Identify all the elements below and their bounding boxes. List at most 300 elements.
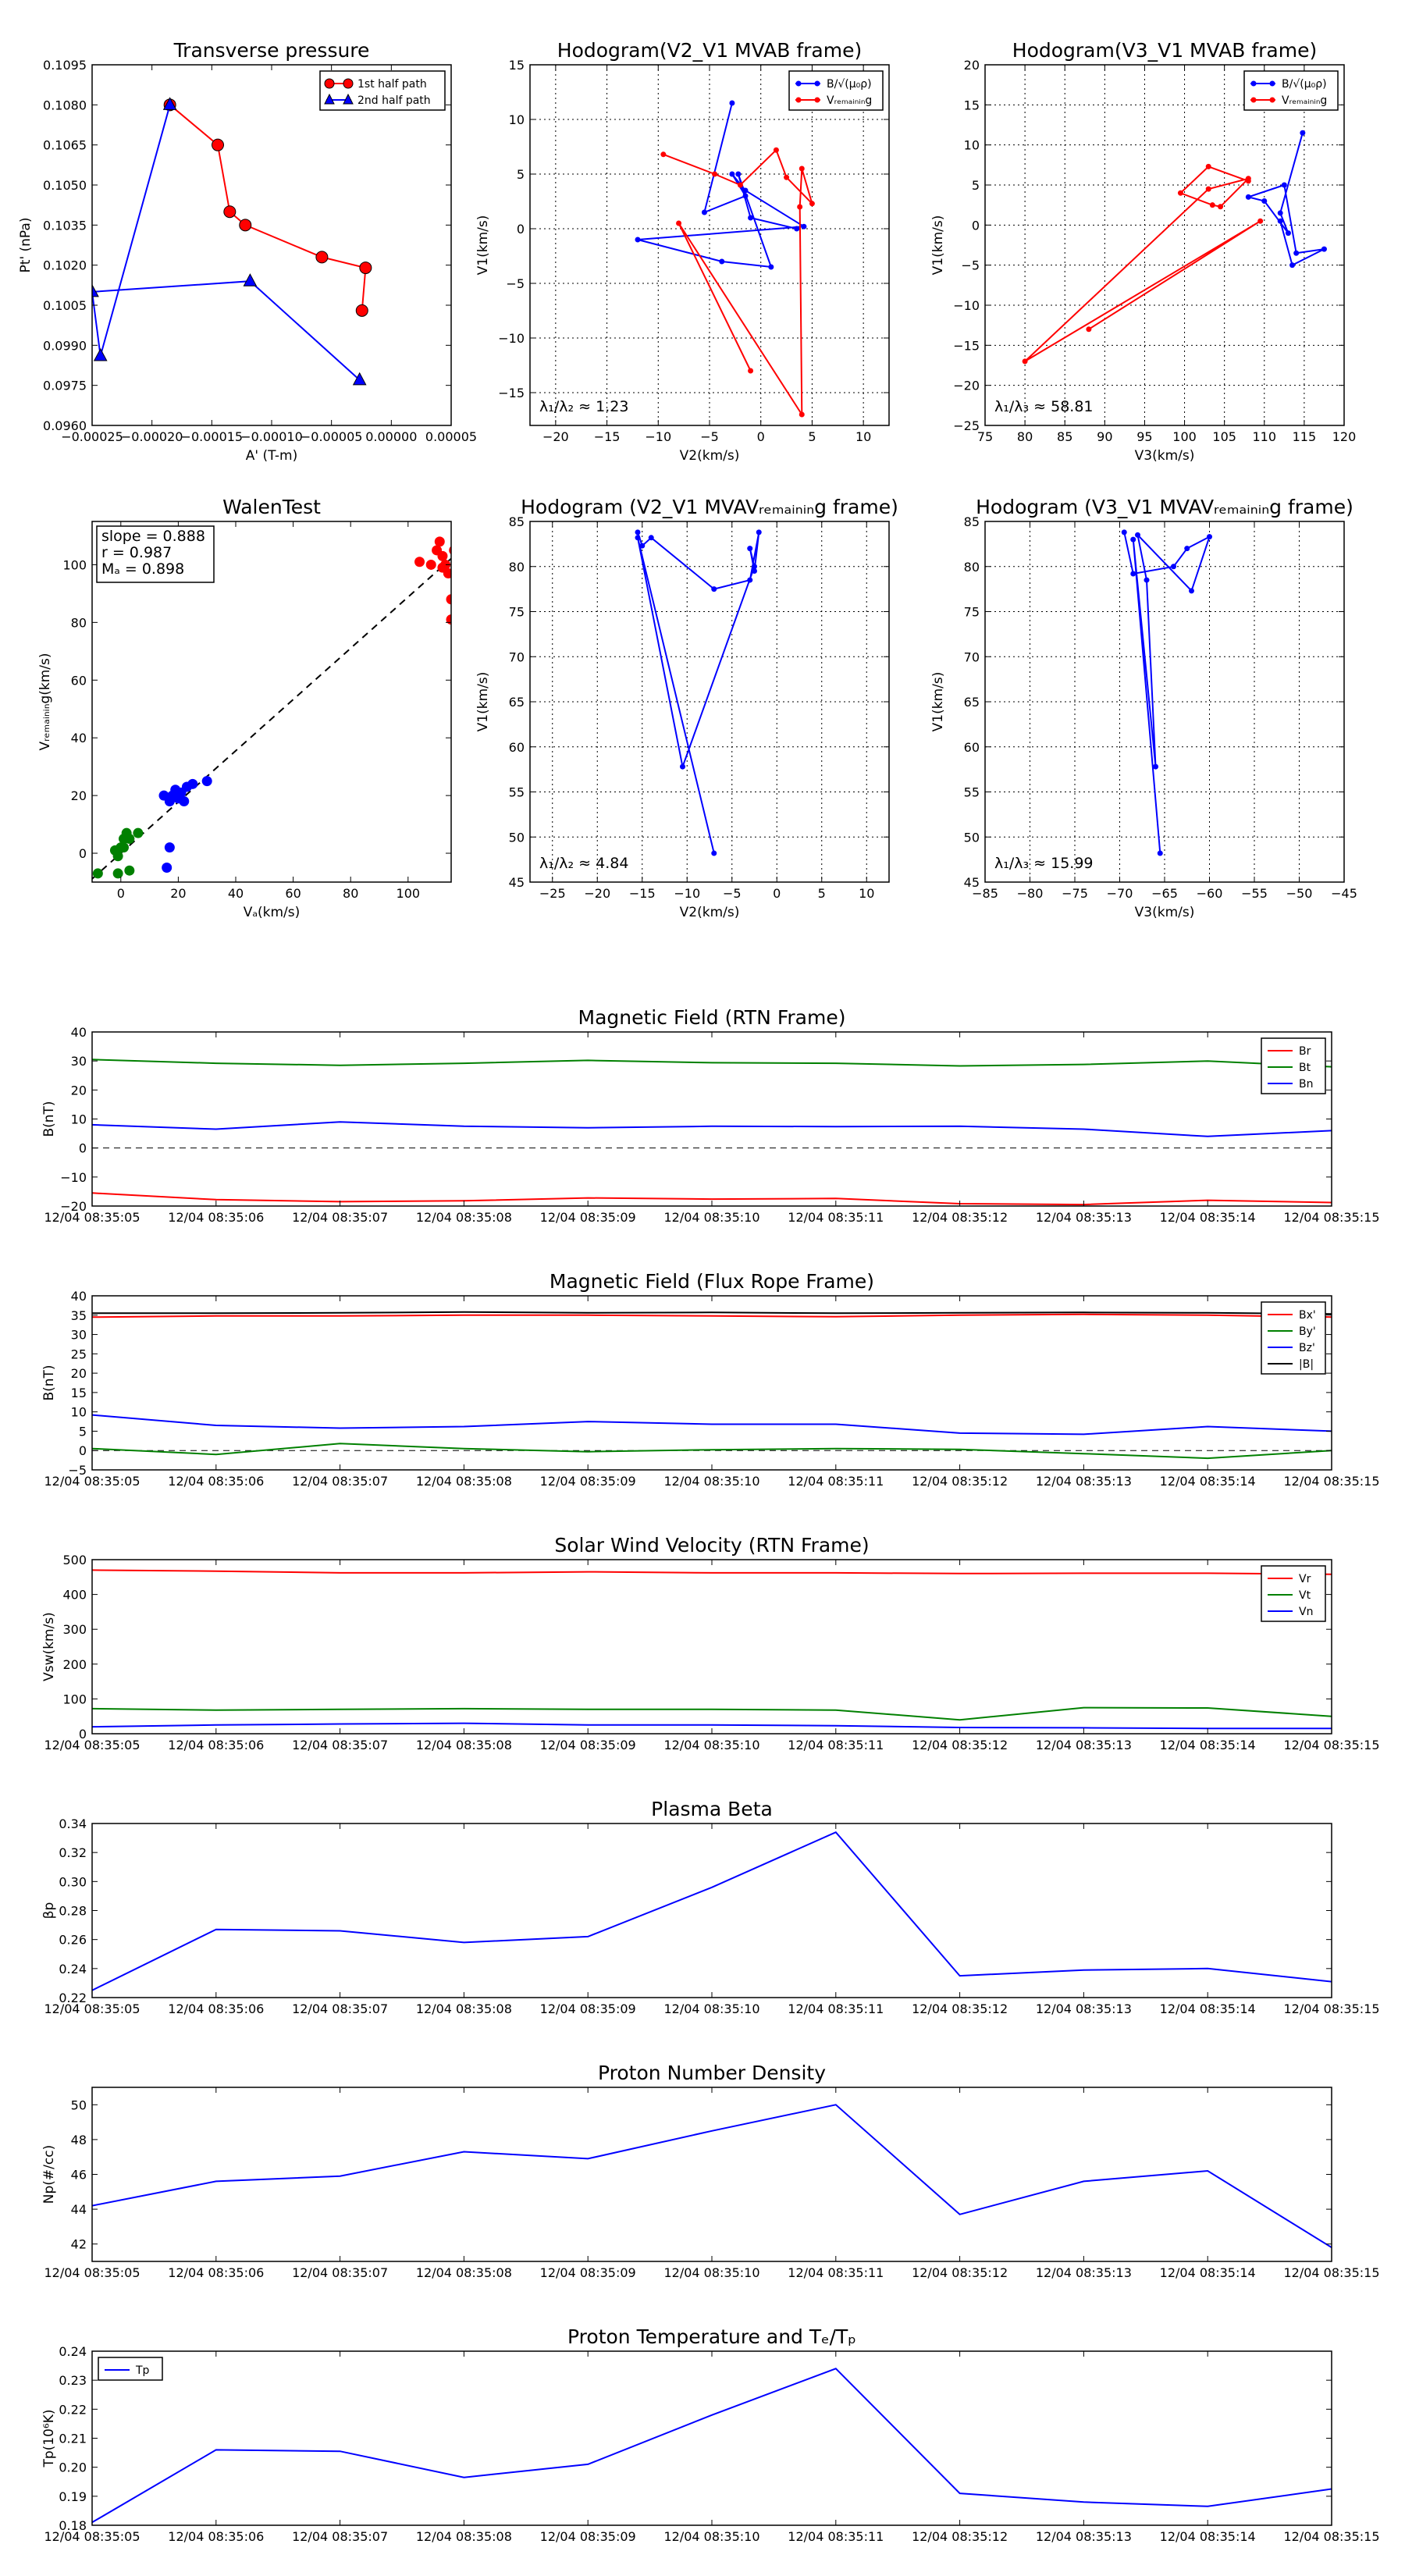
data-point [1278,219,1283,224]
y-tick-label: 0.34 [59,1816,87,1831]
x-tick-label: 12/04 08:35:13 [1035,2265,1132,2280]
data-point [124,834,134,844]
x-tick-label: 12/04 08:35:14 [1159,1738,1256,1752]
y-axis-label: Vsw(km/s) [41,1612,57,1681]
data-point [162,863,172,873]
x-tick-label: 10 [859,886,875,901]
legend [1244,71,1338,110]
axes-frame [530,65,889,425]
data-point [1135,532,1140,538]
x-tick-label: 80 [1016,429,1033,444]
series-line-0 [638,532,759,853]
data-point [1246,176,1251,181]
x-tick-label: 12/04 08:35:11 [788,1474,884,1489]
x-tick-label: 120 [1332,429,1357,444]
y-tick-label: 0 [78,846,87,862]
y-tick-label: 0.20 [59,2460,87,2475]
x-tick-label: −45 [1331,886,1357,901]
x-axis-label: Vₐ(km/s) [243,905,301,920]
x-tick-label: 12/04 08:35:05 [44,1210,140,1225]
legend-label: Br [1299,1045,1311,1058]
y-tick-label: 100 [62,557,87,573]
x-tick-label: 12/04 08:35:08 [415,2529,512,2544]
data-point [1321,247,1327,252]
x-axis-label: A' (T-m) [245,448,298,464]
chart-hodogram_v2_v1_mvav [475,496,898,920]
series-line-0 [92,1832,1332,1991]
data-point [748,215,753,221]
data-point [801,224,806,229]
series-line-3 [92,1312,1332,1315]
y-tick-label: 80 [963,559,980,575]
x-tick-label: 12/04 08:35:07 [292,1210,389,1225]
x-tick-label: 12/04 08:35:05 [44,2529,140,2544]
x-tick-label: 12/04 08:35:08 [415,2265,512,2280]
x-tick-label: 12/04 08:35:06 [168,1474,265,1489]
x-tick-label: 12/04 08:35:05 [44,2265,140,2280]
y-tick-label: 0 [78,1727,87,1742]
y-tick-label: 40 [70,1289,87,1304]
data-point [113,851,123,861]
chart-title: WalenTest [222,496,321,518]
x-tick-label: −15 [628,886,656,901]
y-tick-label: 0.1065 [43,137,87,153]
x-tick-label: 12/04 08:35:06 [168,2001,265,2016]
y-tick-label: 42 [70,2236,87,2252]
data-point [1189,588,1194,593]
stats-line: Mₐ = 0.898 [101,560,185,578]
y-tick-label: −5 [961,258,980,273]
series-line-2 [92,1415,1332,1435]
legend-label: B/√(μ₀ρ) [827,78,872,91]
y-tick-label: 5 [971,178,980,193]
axes-frame [92,2351,1332,2525]
chart-title: Proton Number Density [598,2062,826,2084]
data-point [1210,202,1215,208]
x-tick-label: 12/04 08:35:13 [1035,1474,1132,1489]
y-tick-label: 0 [78,1443,87,1459]
data-point [743,194,749,199]
data-point [449,545,459,555]
stats-line: slope = 0.888 [101,528,205,545]
data-point [1289,262,1295,268]
y-tick-label: 15 [70,1385,87,1400]
y-tick-label: 0.28 [59,1903,87,1919]
y-tick-label: 44 [70,2202,87,2218]
data-point [756,529,762,535]
chart-plasma_beta [41,1798,1380,2016]
x-tick-label: 12/04 08:35:12 [912,2265,1008,2280]
y-tick-label: 55 [963,785,980,800]
data-point [1023,358,1028,364]
eigenvalue-ratio: λ₁/λ₂ ≈ 4.84 [539,855,629,872]
chart-hodogram_v3_v1_mvav [930,496,1357,920]
legend-label: Tp [136,2364,150,2377]
data-point [711,851,717,856]
y-tick-label: 20 [70,1366,87,1382]
x-tick-label: 12/04 08:35:10 [663,2529,760,2544]
x-tick-label: −15 [593,429,621,444]
series-line-1 [663,150,813,415]
x-tick-label: −0.00025 [61,429,123,444]
data-point [809,201,815,206]
data-point [1144,578,1150,583]
y-tick-label: 20 [963,58,980,73]
x-tick-label: 12/04 08:35:15 [1283,1738,1380,1752]
x-tick-label: −25 [539,886,566,901]
x-tick-label: 12/04 08:35:15 [1283,1210,1380,1225]
x-tick-label: 12/04 08:35:07 [292,2265,389,2280]
y-tick-label: −10 [60,1169,87,1185]
x-tick-label: 12/04 08:35:08 [415,1738,512,1752]
x-tick-label: 0 [756,429,765,444]
data-point [738,183,743,188]
y-tick-label: 0 [78,1140,87,1156]
data-point [712,172,717,177]
data-point [1158,851,1163,856]
y-tick-label: 0.1035 [43,218,87,233]
data-point [649,535,654,540]
data-point [187,779,197,789]
data-point [1257,219,1263,224]
x-axis-label: V3(km/s) [1134,905,1195,920]
plot-area [92,1059,1332,1204]
legend-label: |B| [1299,1358,1314,1371]
x-tick-label: 60 [285,886,301,901]
y-tick-label: 60 [70,673,87,688]
legend-marker [343,79,353,88]
x-tick-label: 12/04 08:35:08 [415,2001,512,2016]
x-tick-label: −20 [542,429,569,444]
x-axis-label: V2(km/s) [679,448,740,464]
y-tick-label: 0.1005 [43,298,87,313]
data-point [94,349,107,361]
x-tick-label: 12/04 08:35:15 [1283,2001,1380,2016]
y-tick-label: 65 [508,695,525,710]
data-point [1178,190,1183,196]
data-point [729,172,735,177]
x-tick-label: 12/04 08:35:10 [663,2265,760,2280]
legend-box [1261,1566,1325,1621]
x-tick-label: 12/04 08:35:11 [788,2001,884,2016]
chart-title: Hodogram(V3_V1 MVAB frame) [1012,39,1318,62]
y-tick-label: 15 [963,98,980,113]
x-tick-label: 100 [396,886,421,901]
y-tick-label: 0.26 [59,1932,87,1948]
y-tick-label: 60 [963,739,980,755]
x-tick-label: 12/04 08:35:14 [1159,1474,1256,1489]
x-tick-label: 12/04 08:35:13 [1035,2001,1132,2016]
data-point [719,259,724,265]
y-tick-label: 85 [508,514,525,529]
x-tick-label: 12/04 08:35:05 [44,2001,140,2016]
y-tick-label: 0.0960 [43,418,87,433]
data-point [1282,183,1287,188]
x-tick-label: −75 [1062,886,1088,901]
legend-box [1261,1038,1325,1094]
legend-label: By' [1299,1325,1316,1338]
x-tick-label: 12/04 08:35:10 [663,1738,760,1752]
legend [1261,1038,1325,1094]
y-axis-label: B(nT) [41,1101,57,1137]
y-tick-label: 50 [963,830,980,845]
y-tick-label: 35 [70,1308,87,1323]
x-tick-label: 12/04 08:35:06 [168,1738,265,1752]
data-point [1286,230,1291,236]
data-point [240,219,251,231]
data-point [1300,130,1305,136]
chart-title: Hodogram (V3_V1 MVAVᵣₑₘₐᵢₙᵢₙg frame) [976,496,1353,518]
data-point [133,828,143,838]
legend [1261,1302,1325,1374]
data-point [711,586,717,592]
legend-marker [1270,98,1275,103]
plot-area [92,536,459,878]
x-tick-label: 105 [1212,429,1236,444]
y-axis-label: Tp(10⁶K) [41,2409,57,2467]
axes-frame [985,65,1344,425]
x-tick-label: 12/04 08:35:10 [663,1210,760,1225]
x-tick-label: 20 [170,886,187,901]
chart-title: Hodogram(V2_V1 MVAB frame) [557,39,863,62]
series-line-0 [1248,133,1324,265]
x-axis-label: V3(km/s) [1134,448,1195,464]
legend [1261,1566,1325,1621]
y-tick-label: 5 [516,167,525,182]
x-tick-label: 12/04 08:35:15 [1283,1474,1380,1489]
fit-line [92,559,451,879]
y-axis-label: Np(#/cc) [41,2144,57,2204]
x-tick-label: −55 [1241,886,1268,901]
y-tick-label: 0.0990 [43,338,87,354]
series-line-2 [92,1122,1332,1137]
x-tick-label: 12/04 08:35:06 [168,2265,265,2280]
data-point [1207,534,1212,539]
x-tick-label: −20 [584,886,611,901]
data-point [443,568,454,578]
legend-label: Vᵣₑₘₐᵢₙᵢₙg [1282,94,1328,107]
plot-area [92,1312,1332,1458]
y-axis-label: V1(km/s) [930,671,946,732]
y-tick-label: 20 [70,788,87,804]
x-tick-label: 90 [1097,429,1113,444]
legend-marker [796,98,802,103]
y-axis-label: βp [41,1902,57,1920]
x-tick-label: −10 [674,886,701,901]
data-point [165,842,175,852]
x-tick-label: 12/04 08:35:07 [292,1738,389,1752]
legend [320,71,445,110]
y-tick-label: −10 [953,298,980,313]
x-axis-label: V2(km/s) [679,905,740,920]
chart-title: Hodogram (V2_V1 MVAVᵣₑₘₐᵢₙᵢₙg frame) [521,496,898,518]
x-tick-label: 12/04 08:35:14 [1159,2529,1256,2544]
series-line-2 [92,1724,1332,1729]
series-line-1 [92,1708,1332,1720]
x-tick-label: 80 [343,886,359,901]
plot-area [1122,529,1212,856]
data-point [316,251,328,263]
x-tick-label: −5 [722,886,742,901]
x-tick-label: −85 [972,886,998,901]
data-point [414,557,425,567]
eigenvalue-ratio: λ₁/λ₃ ≈ 15.99 [994,855,1094,872]
data-point [119,842,129,852]
data-point [702,210,707,215]
legend-label: Vᵣₑₘₐᵢₙᵢₙg [827,94,873,107]
x-tick-label: 12/04 08:35:12 [912,2529,1008,2544]
series-line-1 [92,105,360,380]
data-point [1206,187,1211,192]
y-tick-label: 100 [62,1692,87,1707]
data-point [93,868,103,878]
chart-transverse_pressure [18,39,477,464]
x-tick-label: 12/04 08:35:08 [415,1210,512,1225]
y-tick-label: 50 [70,2097,87,2113]
y-tick-label: 0 [516,222,525,237]
series-line-0 [170,105,366,311]
y-tick-label: 0.22 [59,2402,87,2418]
data-point [794,226,799,232]
data-point [660,151,666,157]
data-point [748,368,753,374]
y-tick-label: 65 [963,695,980,710]
chart-title: Plasma Beta [651,1798,773,1820]
chart-proton_temperature [41,2325,1380,2544]
data-point [1293,251,1299,256]
y-tick-label: 0.24 [59,1961,87,1976]
x-tick-label: 12/04 08:35:11 [788,1210,884,1225]
y-tick-label: 75 [963,604,980,620]
y-tick-label: 10 [70,1112,87,1127]
data-point [680,764,685,770]
plot-area [1023,130,1327,365]
y-tick-label: 0.32 [59,1845,87,1861]
y-tick-label: 0.0975 [43,378,87,393]
x-tick-label: −65 [1151,886,1178,901]
x-tick-label: 5 [808,429,816,444]
x-tick-label: −0.00005 [300,429,363,444]
y-tick-label: 0.30 [59,1874,87,1890]
x-tick-label: 115 [1292,429,1317,444]
x-tick-label: 12/04 08:35:09 [539,2529,636,2544]
y-tick-label: 70 [963,649,980,665]
x-tick-label: 12/04 08:35:15 [1283,2265,1380,2280]
data-point [1261,198,1267,204]
y-tick-label: 85 [963,514,980,529]
plot-area [92,2368,1332,2522]
y-tick-label: 45 [508,875,525,890]
y-tick-label: 75 [508,604,525,620]
y-tick-label: −5 [506,276,525,291]
x-tick-label: 12/04 08:35:13 [1035,2529,1132,2544]
chart-title: Magnetic Field (Flux Rope Frame) [549,1270,875,1293]
chart-proton_number_density [41,2062,1380,2280]
plot-area [635,101,815,418]
data-point [224,206,236,218]
y-tick-label: 15 [508,58,525,73]
x-tick-label: 5 [817,886,826,901]
x-tick-label: 0.00005 [425,429,478,444]
y-tick-label: 0.1020 [43,258,87,273]
legend-marker [796,81,802,87]
y-tick-label: 46 [70,2167,87,2183]
x-tick-label: 0.00000 [365,429,418,444]
data-point [784,175,789,180]
x-tick-label: 12/04 08:35:11 [788,2265,884,2280]
y-tick-label: 40 [70,1025,87,1040]
y-tick-label: 30 [70,1054,87,1069]
data-point [354,373,366,385]
chart-title: Magnetic Field (RTN Frame) [578,1006,846,1029]
series-line-0 [92,1315,1332,1318]
x-tick-label: 12/04 08:35:06 [168,1210,265,1225]
x-tick-label: 75 [976,429,994,444]
legend-label: 1st half path [357,78,427,91]
legend-marker [325,79,334,88]
data-point [635,237,641,243]
y-axis-label: V1(km/s) [475,671,491,732]
legend-label: Vn [1299,1606,1314,1618]
x-tick-label: 12/04 08:35:05 [44,1474,140,1489]
x-tick-label: 40 [227,886,244,901]
y-tick-label: −20 [60,1199,87,1214]
data-point [1086,326,1091,332]
x-tick-label: 12/04 08:35:09 [539,1210,636,1225]
plot-area [92,1832,1332,1991]
y-tick-label: 0.21 [59,2431,87,2446]
data-point [729,101,735,106]
x-tick-label: −60 [1196,886,1223,901]
data-point [437,551,447,561]
eigenvalue-ratio: λ₁/λ₃ ≈ 58.81 [994,398,1094,415]
axes-frame [92,2087,1332,2261]
legend-label: Bz' [1299,1342,1315,1354]
data-point [360,262,372,274]
y-tick-label: 50 [508,830,525,845]
legend-label: 2nd half path [357,94,431,107]
x-tick-label: 12/04 08:35:12 [912,2001,1008,2016]
data-point [797,205,802,210]
data-point [1171,564,1176,569]
y-tick-label: 0.23 [59,2373,87,2389]
chart-solar_wind_velocity [41,1534,1380,1752]
x-tick-label: 12/04 08:35:10 [663,2001,760,2016]
y-tick-label: 200 [62,1656,87,1672]
data-point [768,265,774,270]
data-point [435,536,445,546]
series-line-1 [92,1059,1332,1066]
legend-marker [815,81,820,87]
y-tick-label: 48 [70,2132,87,2147]
data-point [179,796,189,806]
y-tick-label: 10 [508,112,525,127]
chart-hodogram_v3_v1_mvab [930,39,1356,464]
y-tick-label: 40 [70,731,87,746]
data-point [1130,537,1136,543]
data-point [635,529,641,535]
y-tick-label: 0.22 [59,1991,87,2005]
legend [98,2357,162,2380]
x-tick-label: −5 [700,429,719,444]
y-tick-label: 0 [971,218,980,233]
y-tick-label: 25 [70,1347,87,1362]
x-tick-label: 85 [1057,429,1073,444]
x-tick-label: −0.00010 [240,429,303,444]
y-tick-label: 10 [963,137,980,153]
data-point [202,776,212,786]
y-tick-label: −5 [68,1463,87,1478]
